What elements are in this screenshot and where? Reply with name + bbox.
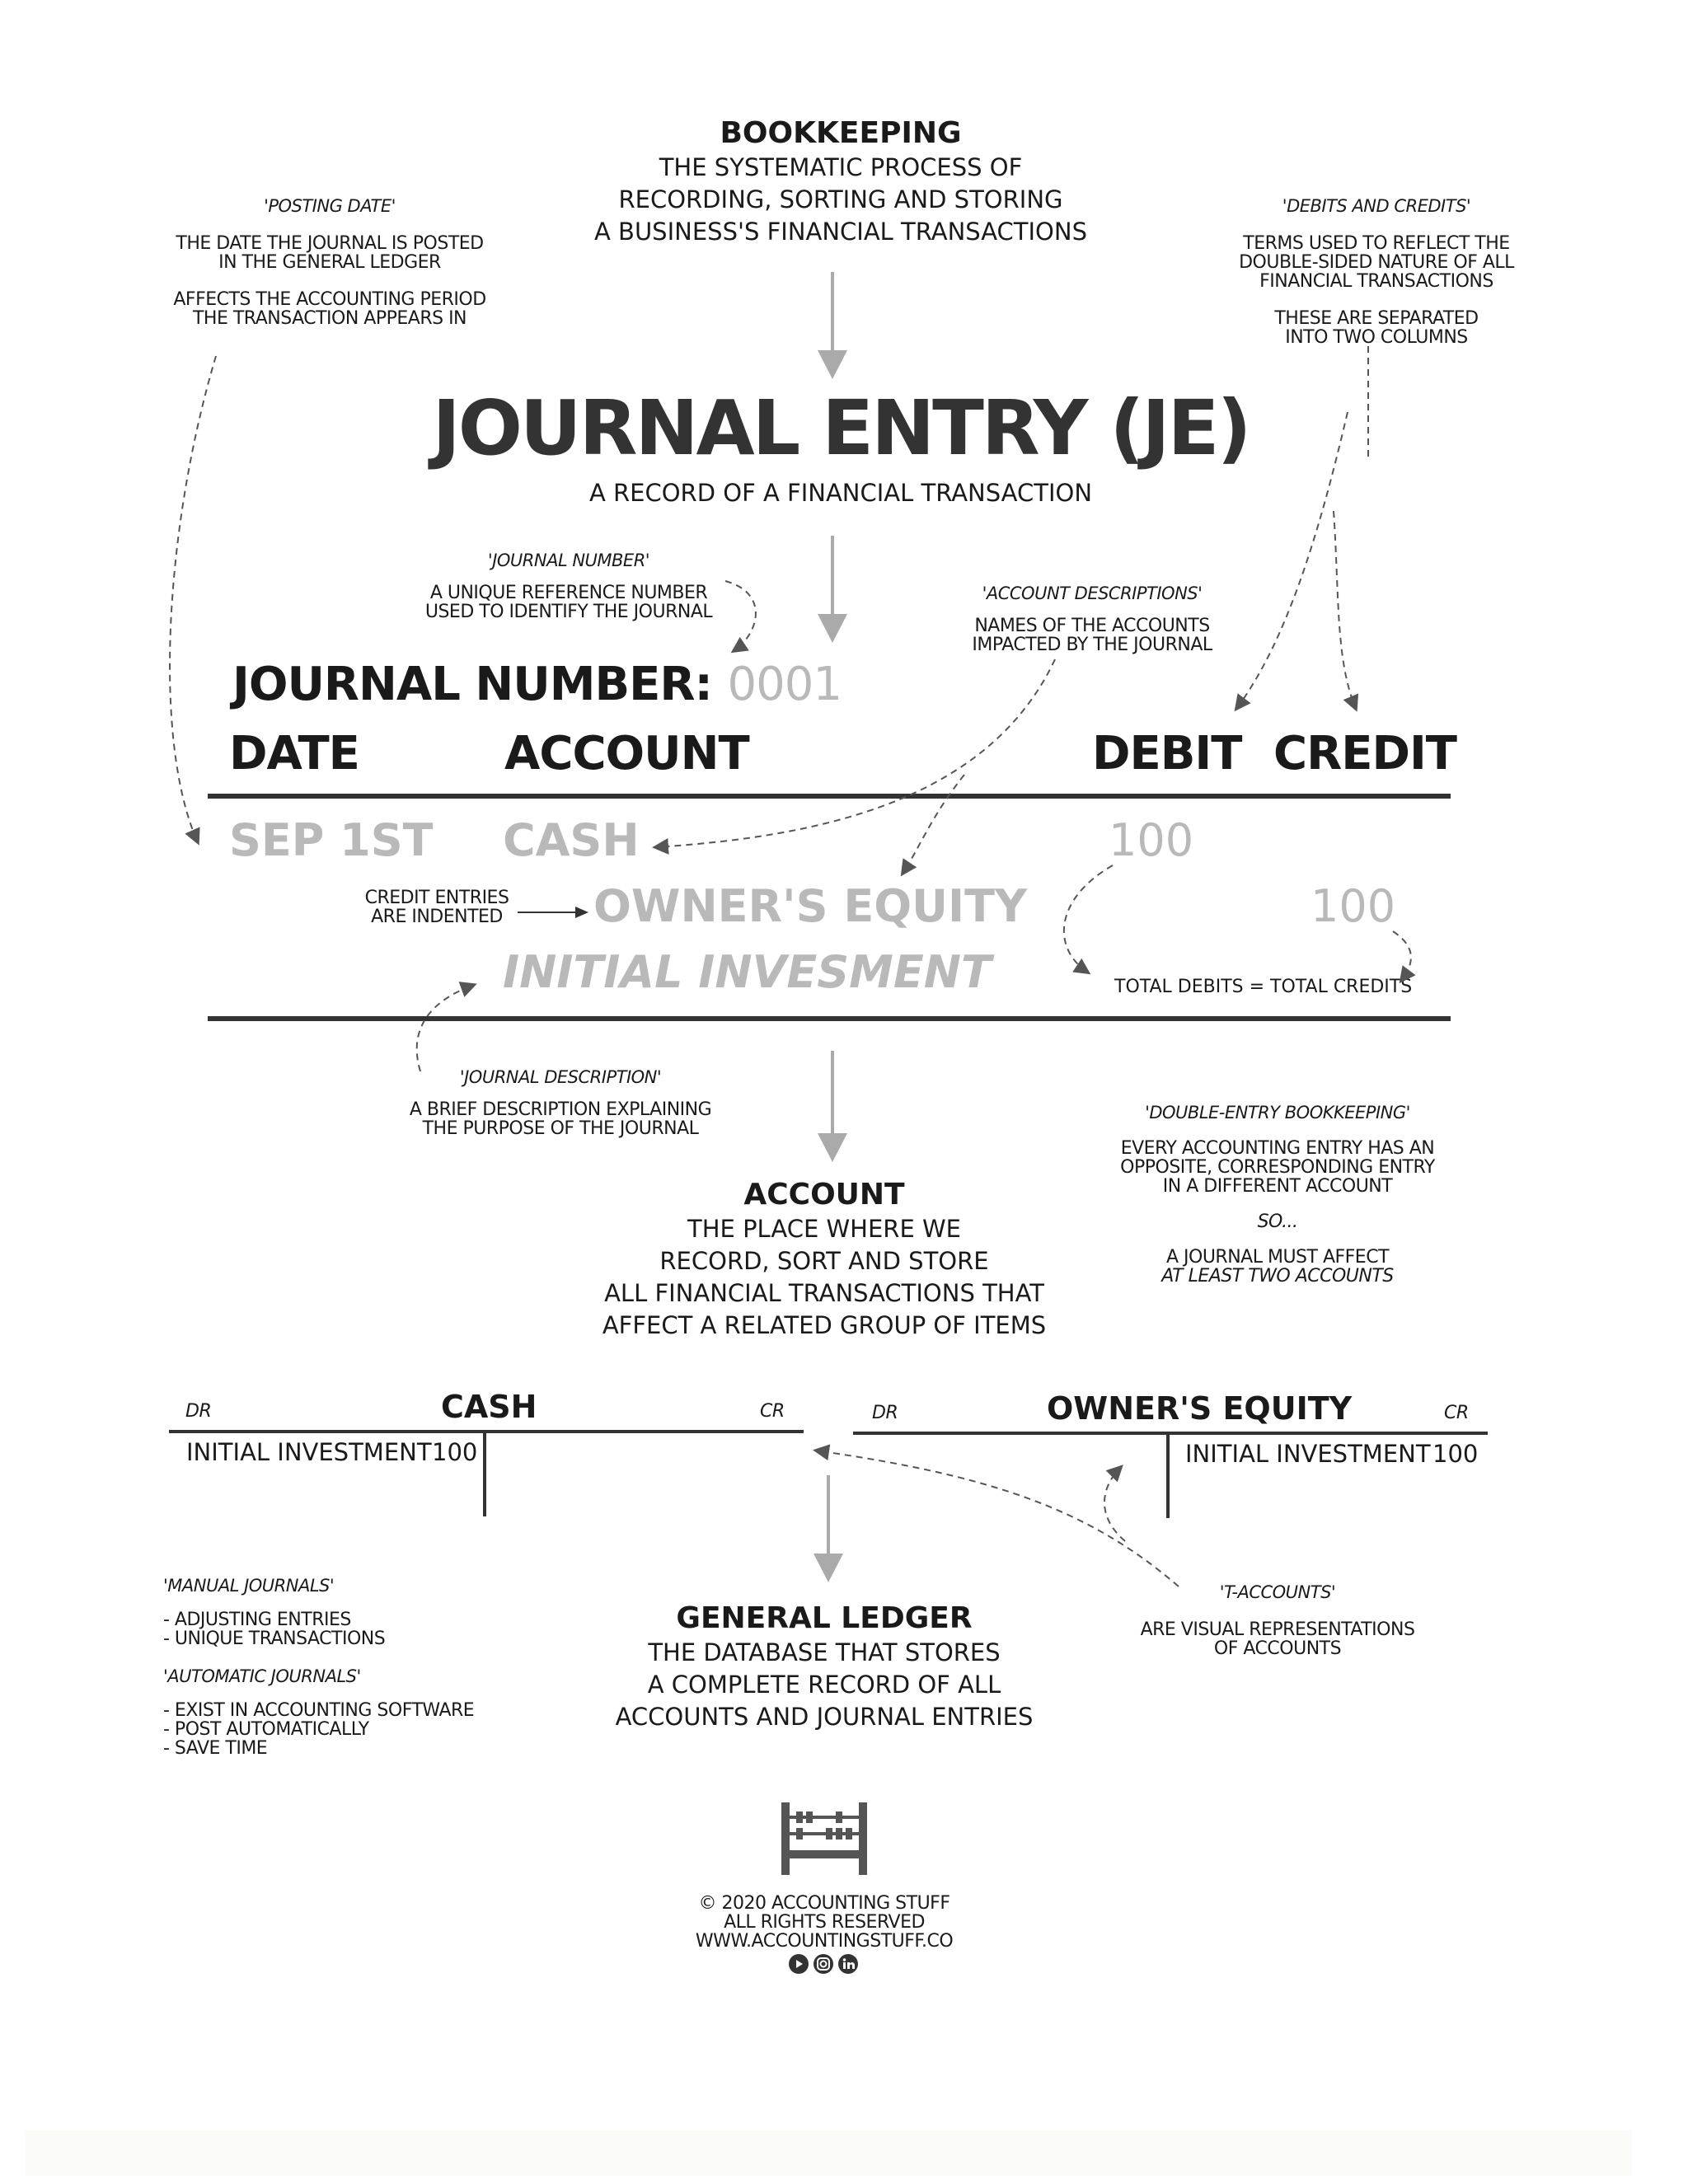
journal-debit-account: CASH <box>503 814 640 866</box>
bookkeeping-line: THE SYSTEMATIC PROCESS OF <box>659 153 1023 181</box>
account-line: THE PLACE WHERE WE <box>687 1215 961 1243</box>
journal-description-line: A BRIEF DESCRIPTION EXPLAINING <box>409 1099 712 1120</box>
journal-number-line: A UNIQUE REFERENCE NUMBER <box>429 583 708 603</box>
flow-arrow-down <box>818 272 847 379</box>
manual-journals-label: 'MANUAL JOURNALS' <box>163 1576 335 1596</box>
manual-journals-item: - ADJUSTING ENTRIES <box>163 1610 351 1630</box>
debits-credits-label: 'DEBITS AND CREDITS' <box>1282 196 1471 216</box>
cash-entry-amount: 100 <box>432 1438 478 1466</box>
journal-description-connector <box>417 985 474 1071</box>
posting-date-line: THE TRANSACTION APPEARS IN <box>192 308 467 329</box>
column-header-debit: DEBIT <box>1092 727 1242 780</box>
credit-indent-line: CREDIT ENTRIES <box>364 888 509 908</box>
journal-number-connector <box>725 581 756 651</box>
posting-date-line: AFFECTS THE ACCOUNTING PERIOD <box>173 289 486 310</box>
account-title: ACCOUNT <box>743 1178 905 1212</box>
journal-entry-title: JOURNAL ENTRY (JE) <box>432 384 1250 472</box>
posting-date-connector <box>170 356 216 842</box>
posting-date-line: IN THE GENERAL LEDGER <box>218 252 441 273</box>
journal-description-line: THE PURPOSE OF THE JOURNAL <box>422 1118 699 1139</box>
cash-title: CASH <box>441 1389 537 1425</box>
credits-connector <box>1334 511 1356 709</box>
t-accounts-connector-equity <box>1104 1467 1125 1541</box>
account-descriptions-line: NAMES OF THE ACCOUNTS <box>974 616 1210 636</box>
t-accounts-line: OF ACCOUNTS <box>1213 1638 1342 1659</box>
account-descriptions-label: 'ACCOUNT DESCRIPTIONS' <box>982 583 1203 603</box>
double-entry-line: AT LEAST TWO ACCOUNTS <box>1161 1266 1394 1286</box>
double-entry-line: IN A DIFFERENT ACCOUNT <box>1162 1176 1393 1197</box>
equity-entry-label: INITIAL INVESTMENT <box>1185 1440 1431 1468</box>
journal-number-label-text: JOURNAL NUMBER: <box>232 658 712 711</box>
totals-note: TOTAL DEBITS = TOTAL CREDITS <box>1114 977 1413 997</box>
automatic-journals-item: - EXIST IN ACCOUNTING SOFTWARE <box>163 1700 475 1721</box>
copyright-line: © 2020 ACCOUNTING STUFF <box>698 1893 950 1914</box>
website-line: WWW.ACCOUNTINGSTUFF.CO <box>695 1931 954 1952</box>
flow-arrow-down <box>818 536 847 643</box>
double-entry-line: OPPOSITE, CORRESPONDING ENTRY <box>1120 1157 1435 1178</box>
t-accounts-line: ARE VISUAL REPRESENTATIONS <box>1140 1619 1415 1640</box>
equity-cr-label: CR <box>1444 1403 1469 1423</box>
debits-credits-line: INTO TWO COLUMNS <box>1285 327 1468 348</box>
credit-indent-line: ARE INDENTED <box>371 907 503 927</box>
flow-arrow-down <box>818 1051 847 1162</box>
totals-left-connector <box>1064 865 1113 972</box>
automatic-journals-label: 'AUTOMATIC JOURNALS' <box>163 1666 361 1686</box>
debits-connector <box>1236 412 1348 709</box>
column-header-account: ACCOUNT <box>504 727 749 780</box>
journal-entry-subtitle: A RECORD OF A FINANCIAL TRANSACTION <box>588 479 1093 507</box>
rights-line: ALL RIGHTS RESERVED <box>724 1912 925 1933</box>
manual-journals-item: - UNIQUE TRANSACTIONS <box>163 1629 386 1649</box>
equity-title: OWNER'S EQUITY <box>1047 1390 1353 1427</box>
bookkeeping-line: RECORDING, SORTING AND STORING <box>618 185 1063 213</box>
automatic-journals-item: - SAVE TIME <box>163 1738 268 1759</box>
journal-credit-account: OWNER'S EQUITY <box>593 880 1028 932</box>
bookkeeping-line: A BUSINESS'S FINANCIAL TRANSACTIONS <box>594 218 1087 246</box>
flow-arrow-down <box>814 1475 843 1582</box>
equity-entry-amount: 100 <box>1432 1440 1479 1468</box>
cash-dr-label: DR <box>185 1401 212 1422</box>
journal-number-line: USED TO IDENTIFY THE JOURNAL <box>424 602 713 622</box>
account-desc-to-cash <box>655 659 1055 847</box>
journal-debit-amount: 100 <box>1109 814 1194 866</box>
account-line: AFFECT A RELATED GROUP OF ITEMS <box>602 1311 1047 1339</box>
double-entry-label: 'DOUBLE-ENTRY BOOKKEEPING' <box>1145 1103 1410 1122</box>
journal-number-value: 0001 <box>727 658 842 711</box>
column-header-credit: CREDIT <box>1273 727 1456 780</box>
debits-credits-line: THESE ARE SEPARATED <box>1274 308 1479 329</box>
double-entry-line: SO... <box>1257 1212 1298 1232</box>
automatic-journals-item: - POST AUTOMATICALLY <box>163 1719 369 1740</box>
posting-date-label: 'POSTING DATE' <box>264 196 396 216</box>
debits-credits-line: TERMS USED TO REFLECT THE <box>1243 233 1510 254</box>
journal-description-label: 'JOURNAL DESCRIPTION' <box>459 1067 662 1087</box>
general-ledger-title: GENERAL LEDGER <box>676 1601 973 1635</box>
general-ledger-line: THE DATABASE THAT STORES <box>648 1638 1001 1666</box>
t-accounts-connector-cash <box>816 1451 1179 1586</box>
general-ledger-line: ACCOUNTS AND JOURNAL ENTRIES <box>615 1703 1034 1731</box>
t-accounts-label: 'T-ACCOUNTS' <box>1219 1582 1336 1602</box>
double-entry-line: EVERY ACCOUNTING ENTRY HAS AN <box>1120 1138 1435 1159</box>
credit-indent-arrow <box>518 907 588 918</box>
account-line: ALL FINANCIAL TRANSACTIONS THAT <box>604 1279 1044 1307</box>
general-ledger-line: A COMPLETE RECORD OF ALL <box>647 1671 1001 1699</box>
double-entry-line: A JOURNAL MUST AFFECT <box>1165 1247 1390 1268</box>
journal-number-label: 'JOURNAL NUMBER' <box>487 551 650 570</box>
debits-credits-line: DOUBLE-SIDED NATURE OF ALL <box>1239 252 1514 273</box>
equity-dr-label: DR <box>872 1403 898 1423</box>
journal-credit-amount: 100 <box>1311 880 1396 932</box>
debits-credits-line: FINANCIAL TRANSACTIONS <box>1259 271 1493 292</box>
cash-cr-label: CR <box>760 1401 785 1422</box>
bookkeeping-title: BOOKKEEPING <box>720 116 962 150</box>
posting-date-line: THE DATE THE JOURNAL IS POSTED <box>176 233 484 254</box>
journal-description: INITIAL INVESMENT <box>503 946 992 998</box>
account-descriptions-line: IMPACTED BY THE JOURNAL <box>972 635 1212 655</box>
account-line: RECORD, SORT AND STORE <box>659 1247 989 1275</box>
journal-date: SEP 1ST <box>229 814 434 866</box>
column-header-date: DATE <box>229 727 359 780</box>
cash-entry-label: INITIAL INVESTMENT <box>186 1438 432 1466</box>
account-desc-to-equity <box>903 775 964 874</box>
totals-right-connector <box>1393 931 1411 981</box>
